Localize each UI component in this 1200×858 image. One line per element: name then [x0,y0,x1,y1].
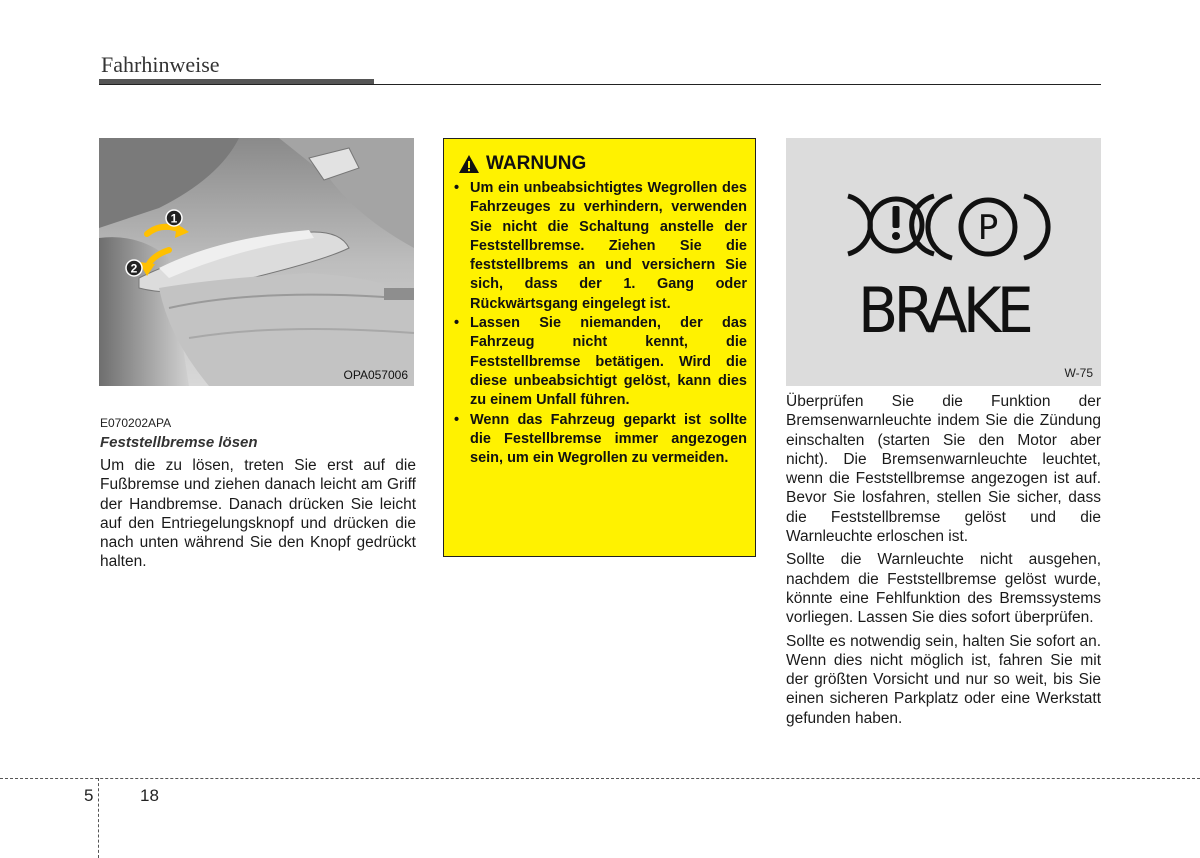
warning-title: WARNUNG [486,153,587,174]
warning-triangle-icon [458,154,480,174]
paragraph: Sollte die Warnleuchte nicht ausgehen, nachdem die Feststellbremse gelöst wurde, könnte eine Fehlfunktion des Bremssystems vorliegen. Lassen Sie dies sofort überprüfen. [786,551,1101,627]
chapter-number: 5 [84,786,94,805]
section-code: E070202APA [100,416,172,430]
section-body: Um die zu lösen, treten Sie erst auf die Fußbremse und ziehen danach leicht am Griff der Handbremse. Danach drücken Sie leicht auf den Entriegelungsknopf und drücken die nach unten während Sie den Knopf gedrückt halten. [100,457,416,571]
warning-header [458,153,586,175]
footer-divider [98,778,99,858]
brake-figure-caption: W-75 [1064,366,1093,380]
handbrake-illustration [99,138,414,386]
handbrake-photo [99,138,414,386]
photo-caption: OPA057006 [343,368,408,382]
footer-rule [0,778,1200,779]
warning-box [443,138,756,557]
page-header-title: Fahrhinweise [101,52,220,77]
callout-1-label: 1 [170,211,178,226]
paragraph: Überprüfen Sie die Funktion der Bremsenwarnleuchte indem Sie die Zündung einschalten (starten Sie den Motor aber nicht). Die Bremsenwarnleuchte leuchtet, wenn die Feststellbremse angezogen ist auf. Bevor Sie losfahren, stellen Sie sicher, dass die Feststellbremse gelöst und die Warnleuchte erloschen ist. [786,393,1101,546]
paragraph: Sollte es notwendig sein, halten Sie sofort an. Wenn dies nicht möglich ist, fahren Sie mit der größten Vorsicht und nur so weit, bis Sie einen sicheren Parkplatz oder eine Werkstatt gefunden haben. [786,632,1101,727]
brake-warning-symbol-icon [786,138,1101,278]
right-column-text [786,392,1101,732]
page-number: 18 [140,786,159,805]
warning-list [454,179,747,468]
warning-item: • Lassen Sie niemanden, der das Fahrzeug nicht kennt, die Feststellbremse betätigen. Wird die diese unbeabsichtigt gelöst, kann dies zu einem Unfall führen. [454,314,747,410]
section-heading: Feststellbremse lösen [100,434,258,451]
brake-warning-figure [786,138,1101,386]
header-rule [99,84,1101,85]
warning-item: • Um ein unbeabsichtigtes Wegrollen des Fahrzeuges zu verhindern, verwenden Sie nicht die Schaltung anstelle der Feststellbremse. Ziehen Sie die feststellbrems an und versichern Sie sich, dass der 1. Gang oder Rückwärtsgang eingelegt ist. [454,179,747,314]
callout-2-label: 2 [130,261,138,276]
warning-item: • Wenn das Fahrzeug geparkt ist sollte die Festellbremse immer angezogen sein, um ein Wegrollen zu vermeiden. [454,411,747,469]
brake-word: BRAKE [857,274,1030,347]
parking-letter: P [977,208,999,248]
